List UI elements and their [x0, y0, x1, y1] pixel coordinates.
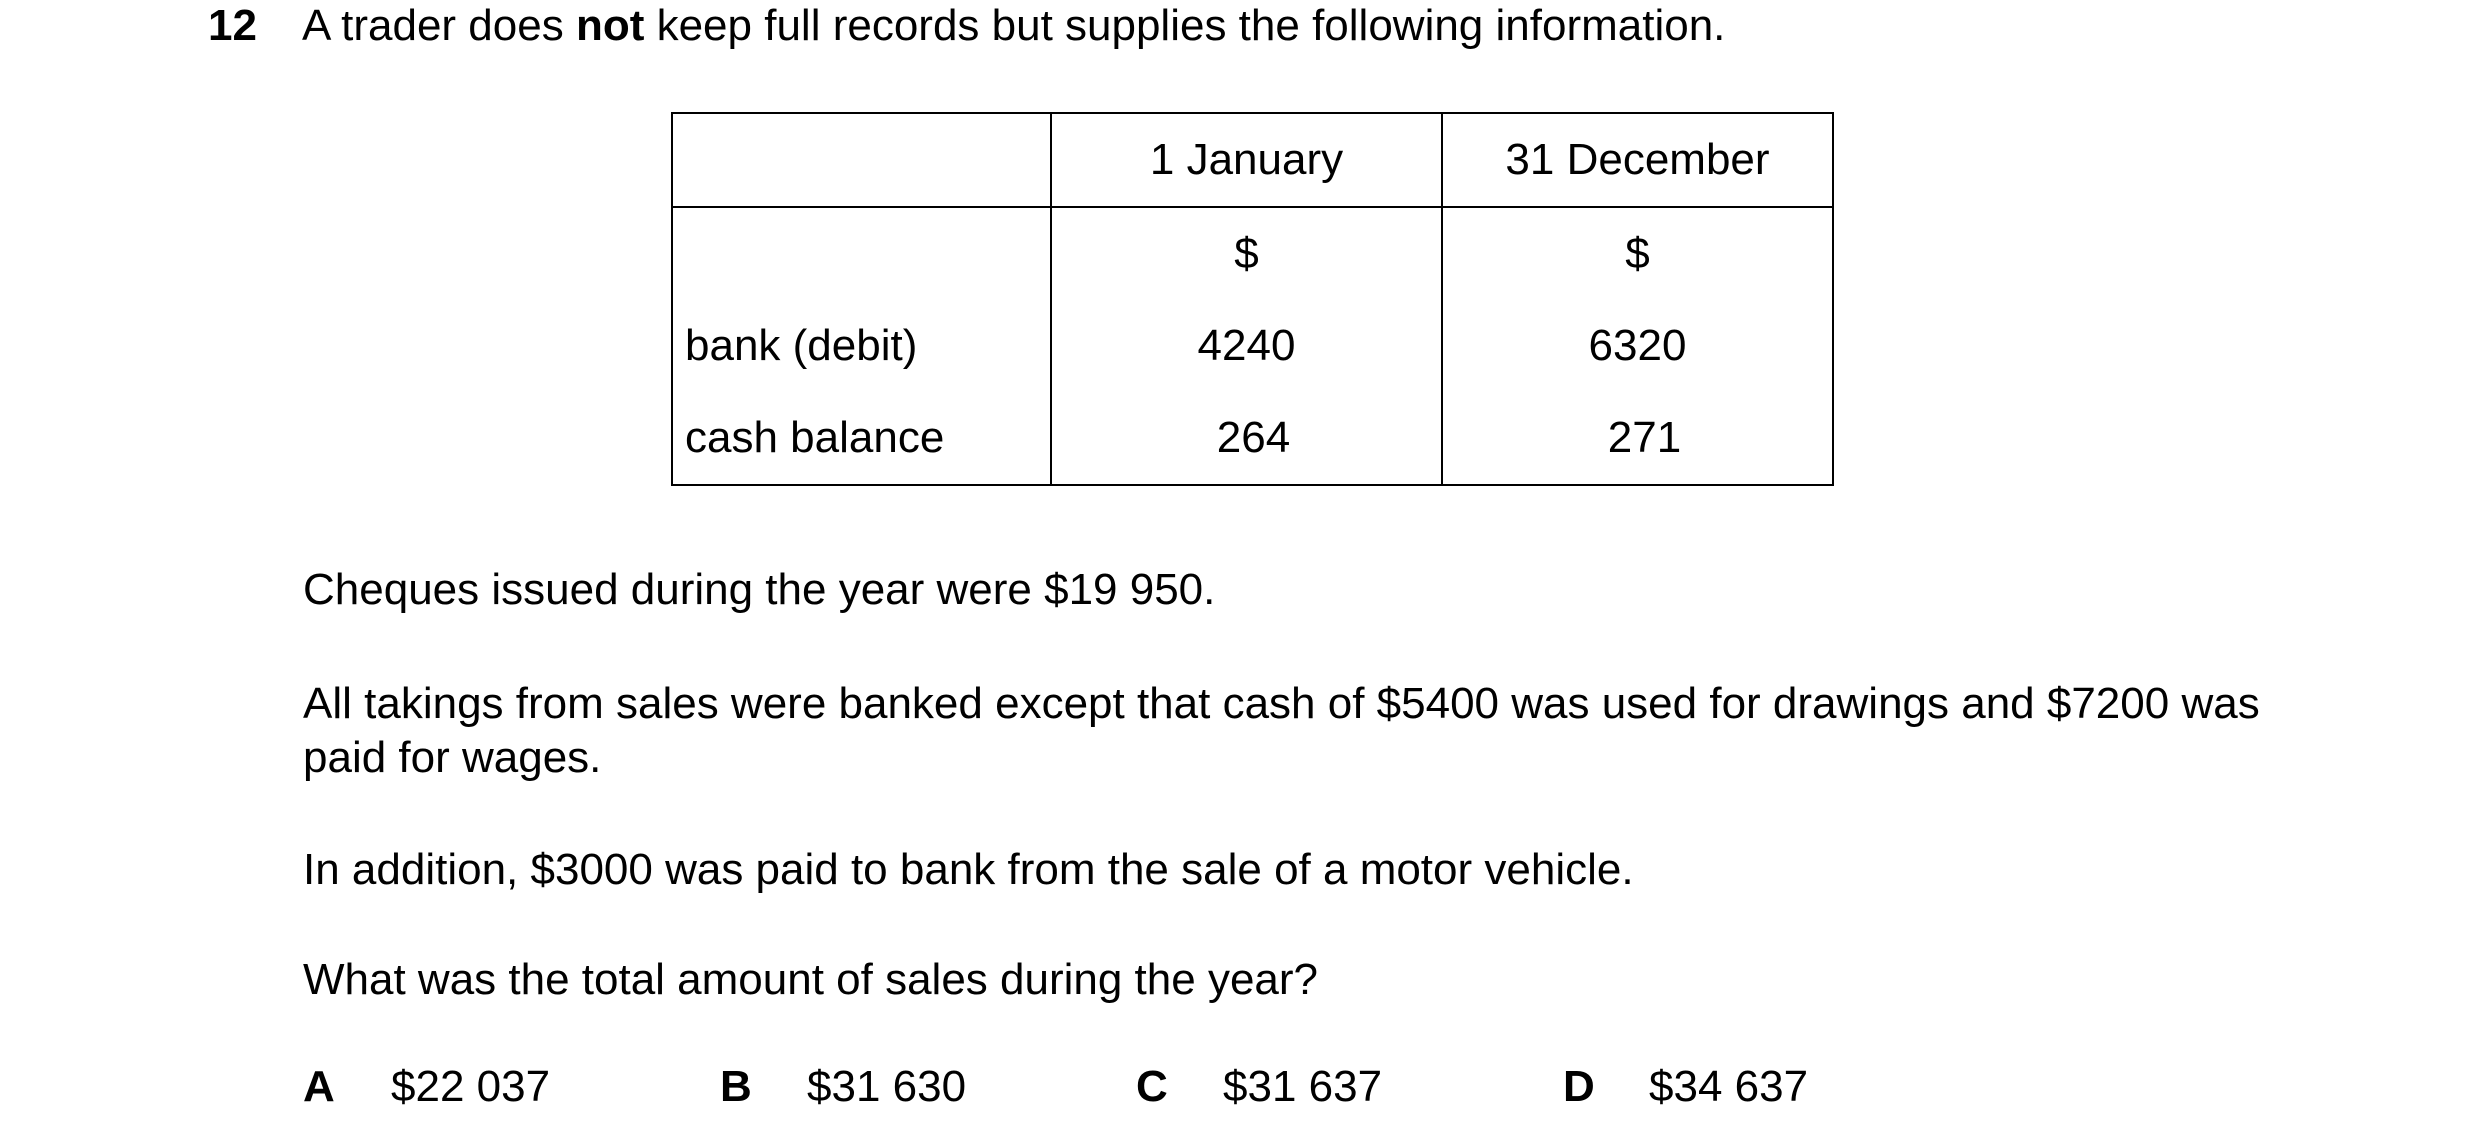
cheques-paragraph: Cheques issued during the year were $19 950.	[303, 565, 1216, 614]
table-header-row	[672, 113, 1833, 207]
stem-emphasis: not	[575, 1, 645, 50]
option-d-letter: D	[1563, 1062, 1595, 1111]
option-d[interactable]	[1563, 1060, 1809, 1114]
option-b-letter: B	[720, 1062, 752, 1111]
row-label-cash: cash balance	[672, 392, 1051, 485]
takings-paragraph: All takings from sales were banked except that cash of $5400 was used for drawings and $7200 was paid for wages.	[303, 679, 2260, 782]
option-c[interactable]	[1136, 1060, 1383, 1114]
option-b[interactable]	[720, 1060, 967, 1114]
header-empty-cell	[672, 113, 1051, 207]
unit-january: $	[1051, 207, 1442, 300]
header-1-january: 1 January	[1051, 113, 1442, 207]
option-a[interactable]	[303, 1060, 551, 1114]
row-label-bank: bank (debit)	[672, 300, 1051, 392]
balances-table	[671, 112, 1834, 486]
cash-december-value: 271	[1442, 392, 1833, 485]
option-a-letter: A	[303, 1062, 335, 1111]
units-empty-cell	[672, 207, 1051, 300]
option-a-value: $22 037	[391, 1062, 551, 1111]
stem-text-end: keep full records but supplies the following information.	[644, 1, 1726, 50]
question-prompt: What was the total amount of sales during the year?	[303, 955, 1319, 1004]
header-31-december: 31 December	[1442, 113, 1833, 207]
addition-paragraph: In addition, $3000 was paid to bank from the sale of a motor vehicle.	[303, 845, 1634, 894]
question-number: 12	[208, 1, 257, 50]
option-b-value: $31 630	[807, 1062, 967, 1111]
table-row	[672, 300, 1833, 392]
option-c-letter: C	[1136, 1062, 1168, 1111]
option-c-value: $31 637	[1223, 1062, 1383, 1111]
unit-december: $	[1442, 207, 1833, 300]
table-units-row	[672, 207, 1833, 300]
bank-december-value: 6320	[1442, 300, 1833, 392]
stem-text-start: A trader does	[302, 1, 576, 50]
option-d-value: $34 637	[1649, 1062, 1809, 1111]
cash-january-value: 264	[1051, 392, 1442, 485]
bank-january-value: 4240	[1051, 300, 1442, 392]
table-row	[672, 392, 1833, 485]
question-stem	[302, 0, 1725, 52]
